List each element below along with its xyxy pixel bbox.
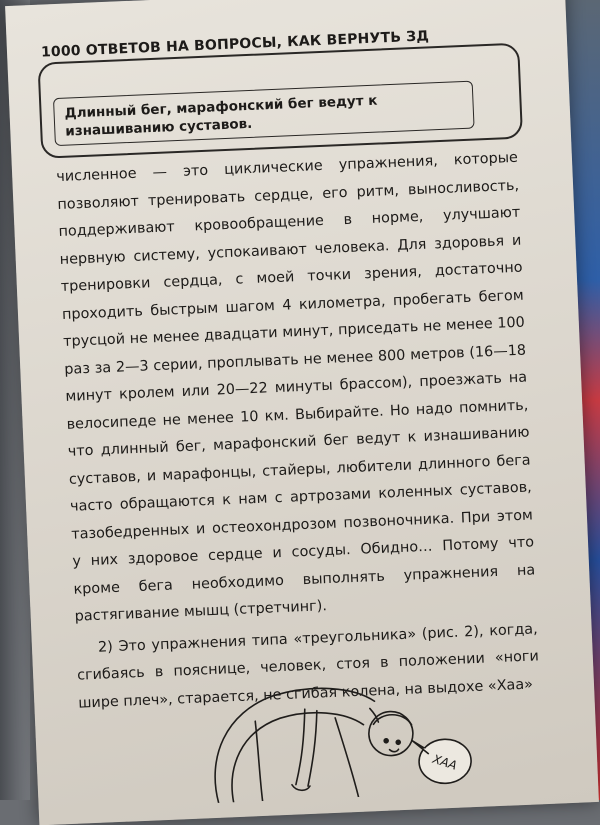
body-text: [56, 145, 541, 718]
callout-box: [37, 43, 523, 159]
paragraph-1: численное — это циклические упражнения, которые позволяют тренировать сердце, его ритм, выносливость, поддерживают кровообращение в норме, улучшают нервную систему, успокаивают человека. Для здоровья и тренировки сердца, с моей точки зрения, достаточно проходить быстрым шагом 4 километра, пробегать бегом трусцой не менее двадцати минут, приседать не менее 100 раз за 2—3 серии, проплывать не менее 800 метров (16—18 минут кролем или 20—22 минуты брассом), проезжать на велосипеде не менее 10 км. Выбирайте. Но надо помнить, что длинный бег, марафонский бег ведут к изнашиванию суставов, и марафонцы, стайеры, любители длинного бега часто обращаются к нам с артрозами коленных суставов, тазобедренных и остеохондрозом позвоночника. При этом у них здоровое сердце и сосуды. Обидно… Потому что кроме бега необходимо выполнять упражнения на растягивание мышц (стретчинг).: [55, 149, 536, 625]
exercise-illustration: [182, 640, 518, 804]
speech-bubble: [412, 738, 472, 784]
paragraph-2: 2) Это упражнения типа «треугольника» (рис. 2), когда, сгибаясь в пояснице, человек, стоя в положении «ноги шире плеч», старается, не сгибая колена, на выдохе «Хаа»: [76, 620, 540, 712]
callout-text: Длинный бег, марафонский бег ведут к изнашиванию суставов.: [53, 81, 475, 147]
book-page: [5, 0, 599, 825]
speech-bubble-text: ХАА: [430, 751, 459, 773]
running-head: 1000 ОТВЕТОВ НА ВОПРОСЫ, КАК ВЕРНУТЬ ЗД: [40, 28, 430, 61]
